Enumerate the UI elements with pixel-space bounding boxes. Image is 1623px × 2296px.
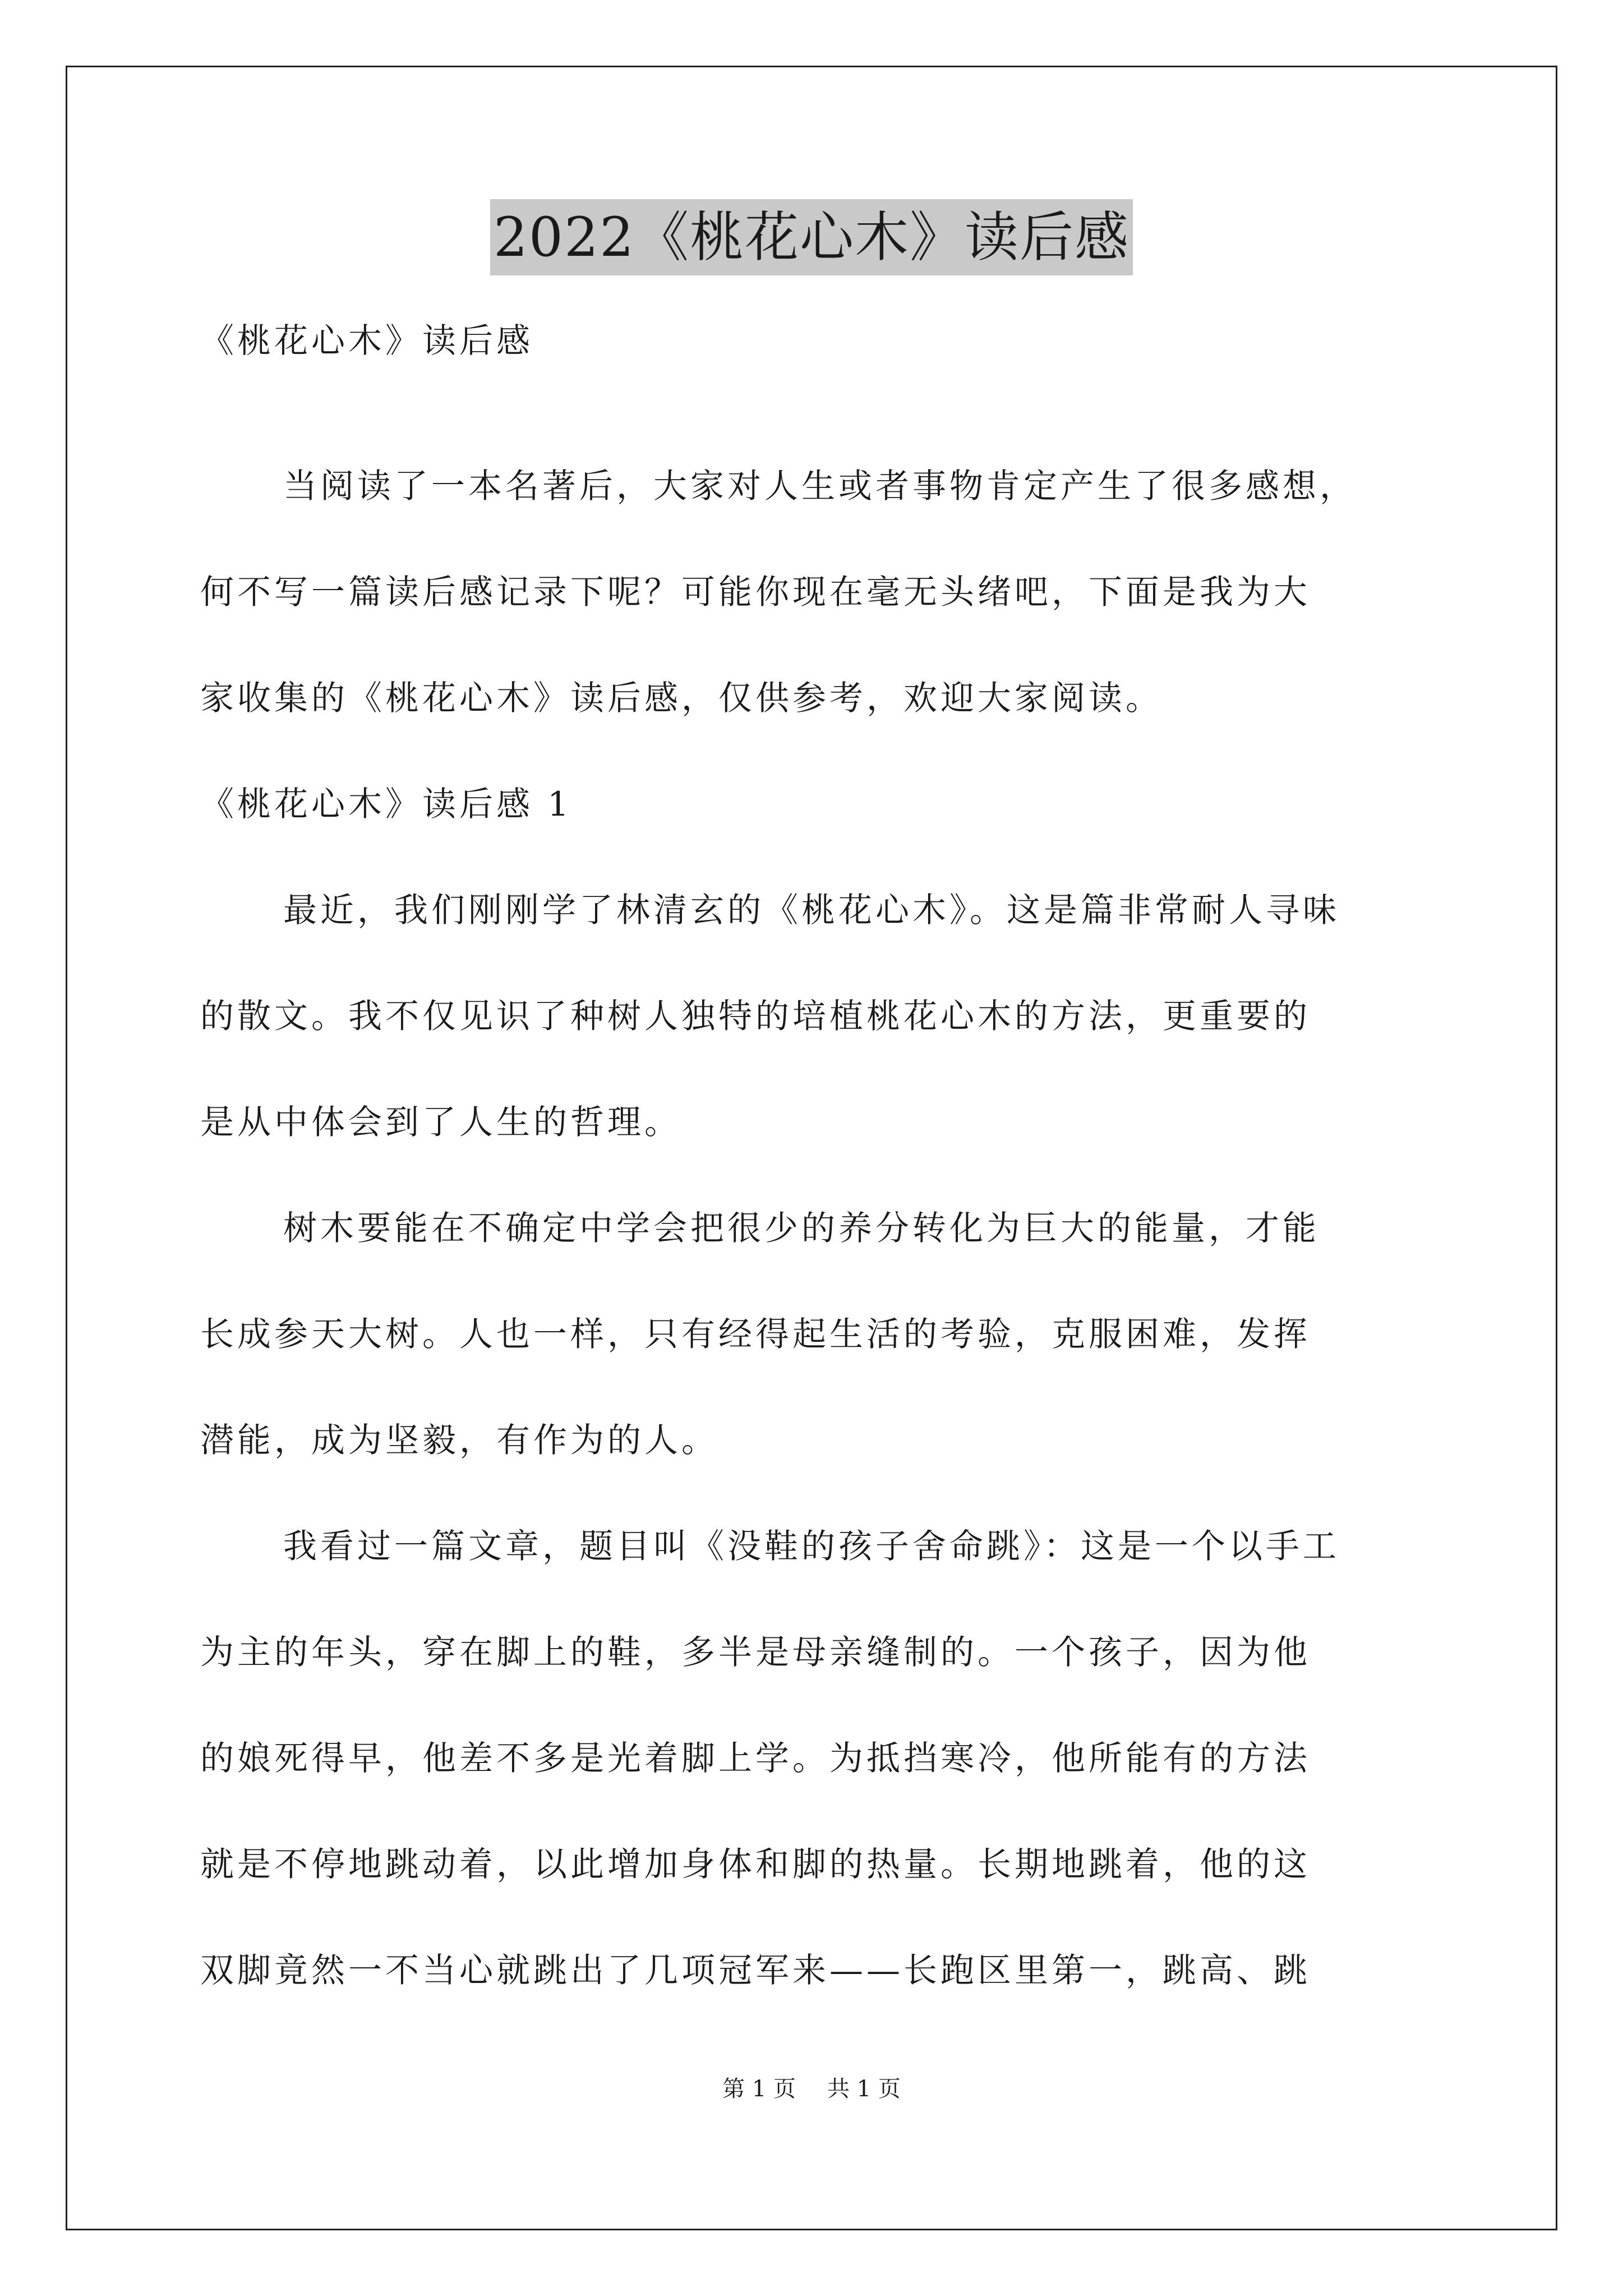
paragraph-line: 何不写一篇读后感记录下呢？可能你现在毫无头绪吧，下面是我为大 (200, 573, 1311, 612)
page-footer (0, 2072, 1623, 2106)
paragraph-line: 长成参天大树。人也一样，只有经得起生活的考验，克服困难，发挥 (200, 1315, 1311, 1354)
paragraph-line: 潜能，成为坚毅，有作为的人。 (200, 1421, 718, 1460)
page-border (66, 66, 1557, 2230)
paragraph-line: 家收集的《桃花心木》读后感，仅供参考，欢迎大家阅读。 (200, 679, 1163, 718)
title-container (0, 199, 1623, 275)
paragraph-line: 我看过一篇文章，题目叫《没鞋的孩子舍命跳》：这是一个以手工 (283, 1527, 1340, 1566)
paragraph-line: 为主的年头，穿在脚上的鞋，多半是母亲缝制的。一个孩子，因为他 (200, 1633, 1311, 1672)
paragraph-line: 的娘死得早，他差不多是光着脚上学。为抵挡寒冷，他所能有的方法 (200, 1739, 1311, 1778)
paragraph-line: 的散文。我不仅见识了种树人独特的培植桃花心木的方法，更重要的 (200, 997, 1311, 1036)
document-title: 2022《桃花心木》读后感 (490, 199, 1133, 275)
page-number: 第 1 页 (722, 2076, 796, 2102)
page-total: 共 1 页 (827, 2076, 901, 2102)
paragraph-line: 当阅读了一本名著后，大家对人生或者事物肯定产生了很多感想， (283, 467, 1357, 506)
section-heading: 《桃花心木》读后感 1 (200, 785, 573, 824)
section-heading: 《桃花心木》读后感 (200, 321, 533, 361)
paragraph-line: 双脚竟然一不当心就跳出了几项冠军来——长跑区里第一，跳高、跳 (200, 1951, 1311, 1990)
paragraph-line: 就是不停地跳动着，以此增加身体和脚的热量。长期地跳着，他的这 (200, 1845, 1311, 1884)
paragraph-line: 最近，我们刚刚学了林清玄的《桃花心木》。这是篇非常耐人寻味 (283, 891, 1340, 930)
paragraph-line: 是从中体会到了人生的哲理。 (200, 1103, 681, 1142)
paragraph-line: 树木要能在不确定中学会把很少的养分转化为巨大的能量，才能 (283, 1209, 1320, 1248)
